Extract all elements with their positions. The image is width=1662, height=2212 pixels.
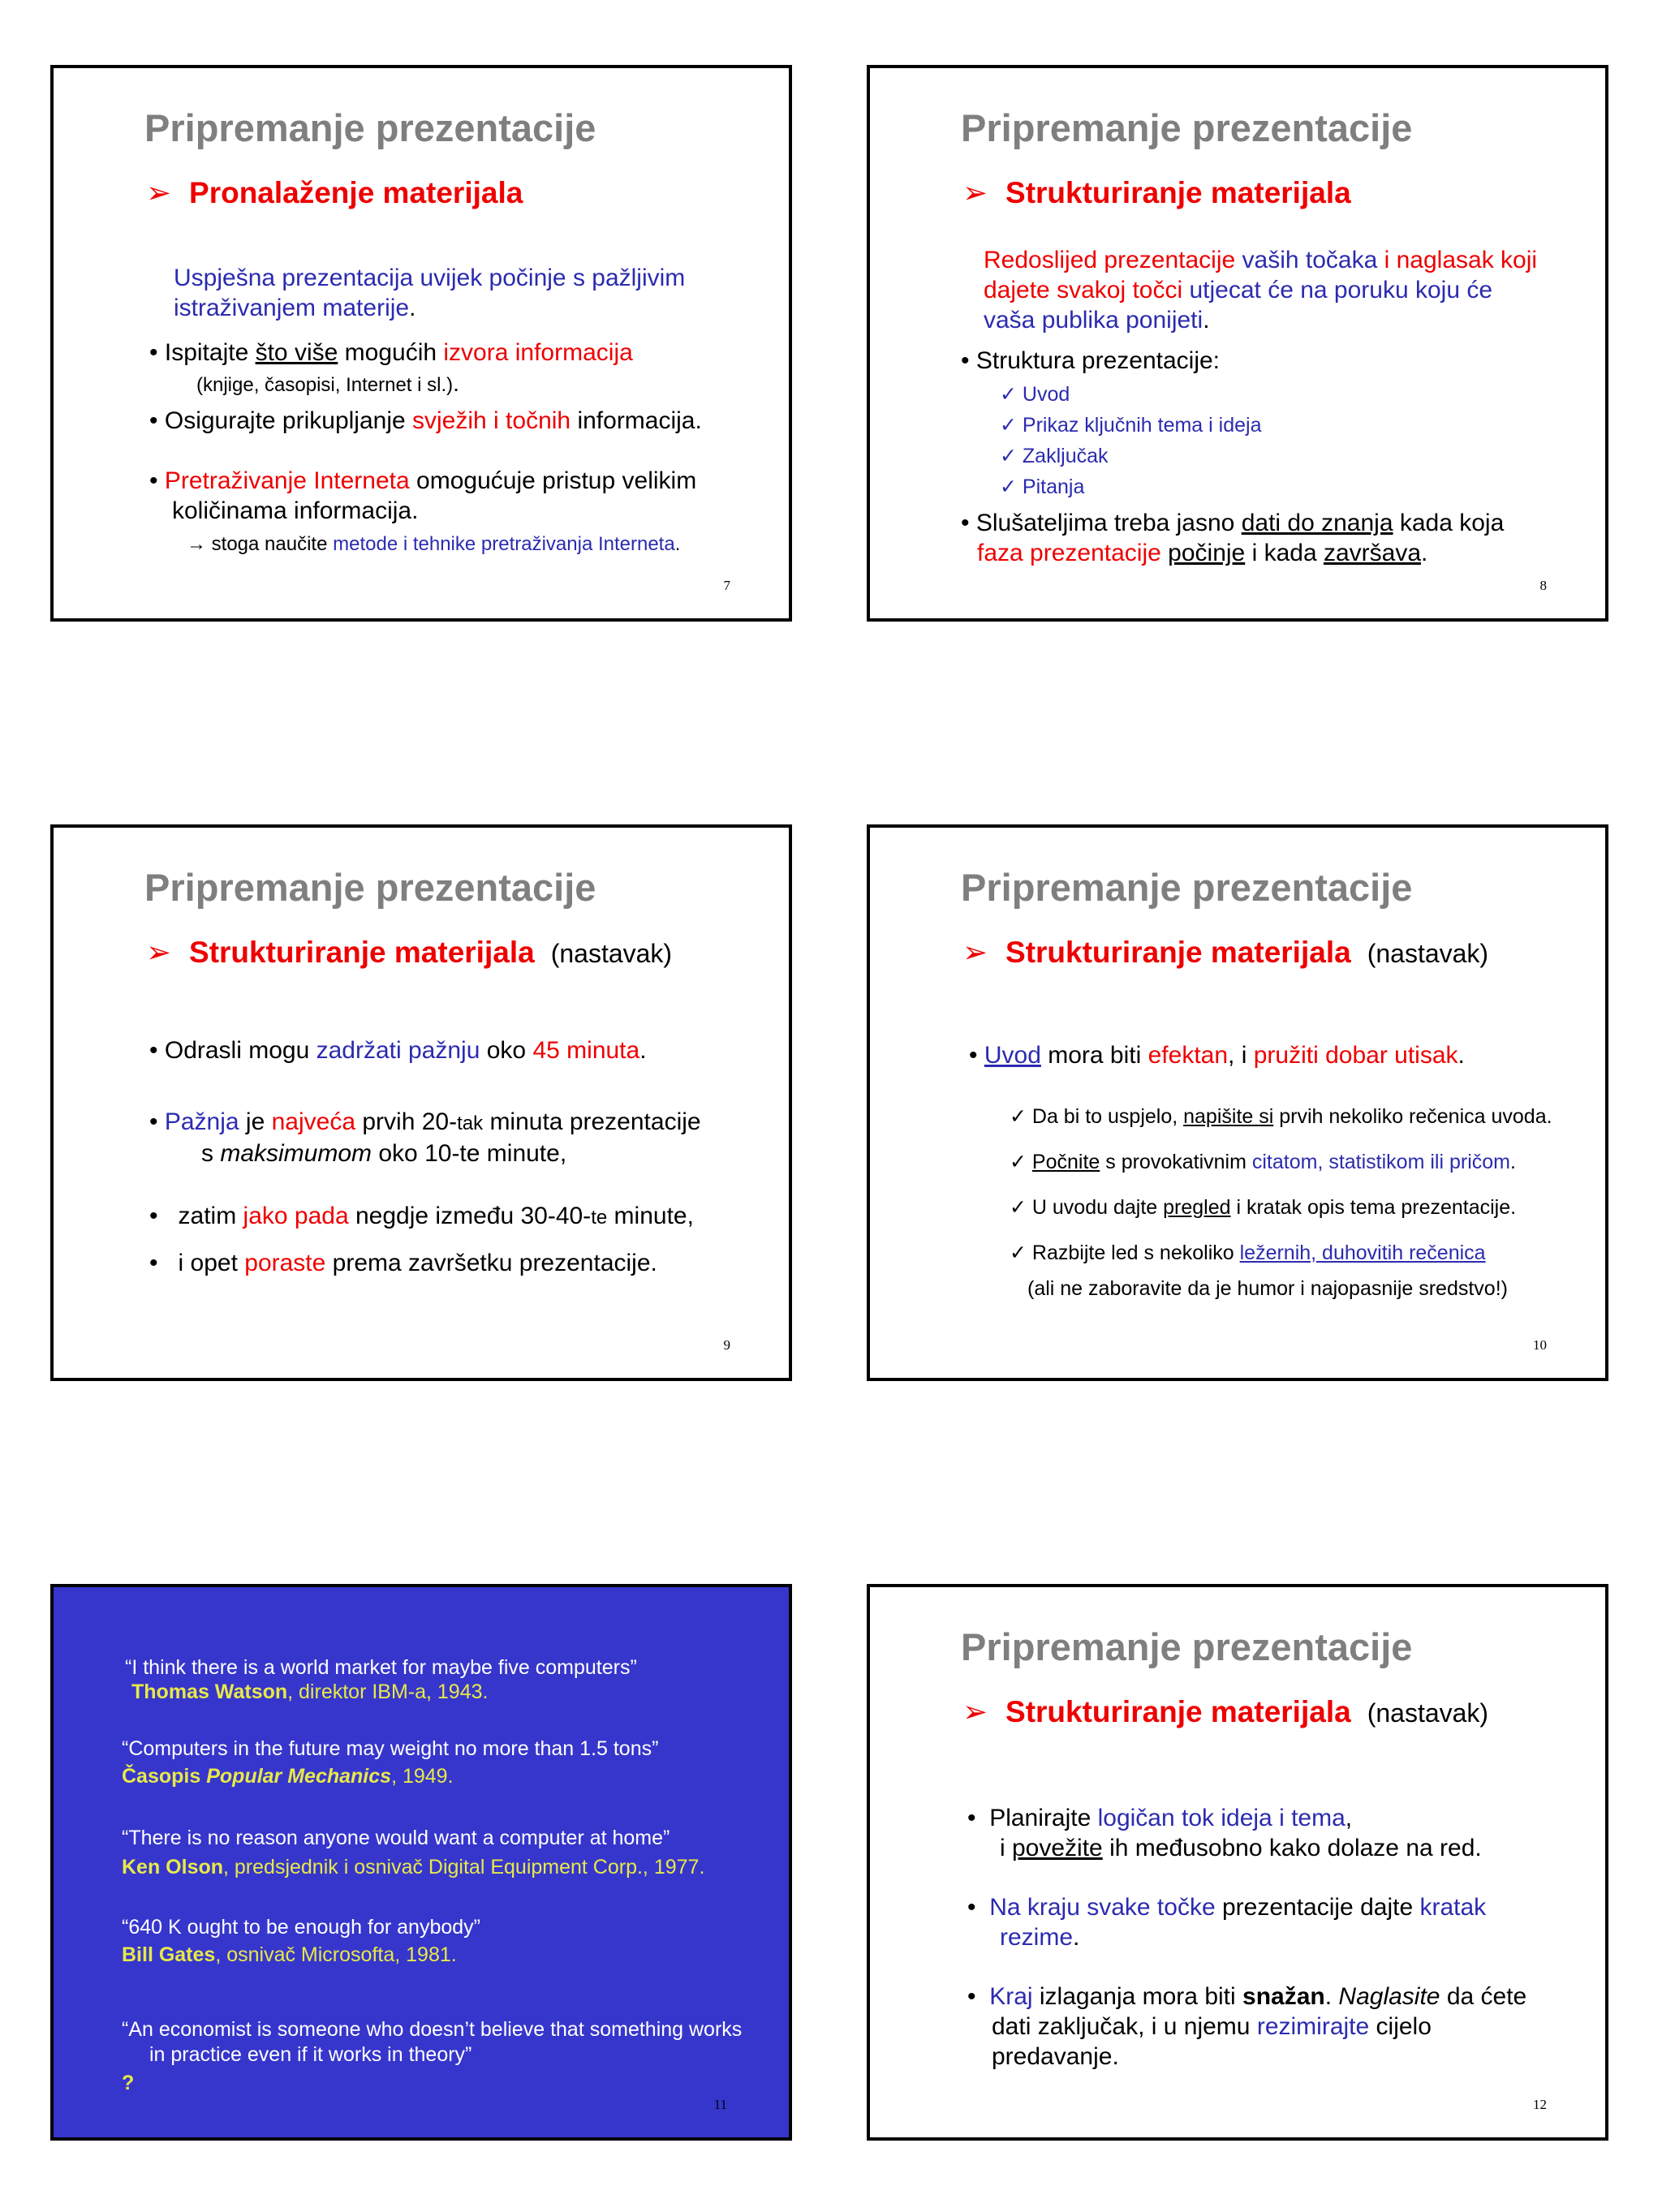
bullet-summary: • Na kraju svake točke prezentacije dajte kratak rezime. (967, 1894, 1487, 1951)
check-icon: ✓ (1010, 1151, 1027, 1173)
structure-item-topics: ✓ Prikaz ključnih tema i ideja (1000, 414, 1262, 437)
quote-economist: “An economist is someone who doesn’t believe that something works in practice even if it works in theory” (122, 2018, 743, 2066)
bullet-strong-ending: • Kraj izlaganja mora biti snažan. Naglasite da ćete dati zaključak, i u njemu rezimirajte cijelo predavanje. (967, 1983, 1527, 2070)
tip-provocative-start: ✓ Počnite s provokativnim citatom, statistikom ili pričom. (1010, 1151, 1516, 1173)
humor-warning: (ali ne zaboravite da je humor i najopasnije sredstvo!) (1027, 1277, 1508, 1300)
intro-text: Redoslijed prezentacije vaših točaka i naglasak koji dajete svakoj točci utjecat će na poruku koju će vaša publika ponijeti. (984, 247, 1538, 334)
bullet-attention-rise: • i opet poraste prema završetku prezentacije. (149, 1250, 657, 1276)
quote-gates: “640 K ought to be enough for anybody” (122, 1916, 480, 1939)
page-number: 8 (1539, 578, 1547, 593)
tip-first-sentences: ✓ Da bi to uspjelo, napišite si prvih nekoliko rečenica uvoda. (1010, 1105, 1552, 1128)
check-icon: ✓ (1000, 414, 1017, 437)
intro-text: Uspješna prezentacija uvijek počinje s pažljivim istraživanjem materije. (174, 265, 686, 321)
bullet-sources: • Ispitajte što više mogućih izvora informacija (149, 339, 633, 366)
page-number: 10 (1533, 1337, 1547, 1353)
slide-subtitle: ➢ Strukturiranje materijala (nastavak) (146, 936, 673, 969)
slide-subtitle: ➢ Strukturiranje materijala (nastavak) (962, 1695, 1489, 1728)
slide-title: Pripremanje prezentacije (961, 106, 1413, 149)
quote-watson-author: Thomas Watson, direktor IBM-a, 1943. (131, 1681, 489, 1703)
quote-watson: “I think there is a world market for maybe five computers” (125, 1656, 637, 1679)
slide-title: Pripremanje prezentacije (961, 1625, 1413, 1668)
slide-subtitle: ➢ Strukturiranje materijala (nastavak) (962, 936, 1489, 969)
page-number: 11 (713, 2097, 727, 2112)
check-icon: ✓ (1000, 383, 1017, 406)
arrow-bullet-icon: ➢ (962, 936, 988, 969)
page-number: 9 (723, 1337, 730, 1353)
arrow-bullet-icon: ➢ (962, 1695, 988, 1728)
structure-item-questions: ✓ Pitanja (1000, 476, 1085, 498)
right-arrow-icon: → (187, 533, 206, 555)
bullet-internet-search: • Pretraživanje Interneta omogućuje pristup velikim količinama informacija. (149, 467, 697, 524)
quote-olson-author: Ken Olson, predsjednik i osnivač Digital Equipment Corp., 1977. (122, 1856, 705, 1878)
bullet-attention-drop: • zatim jako pada negdje između 30-40-te minute, (149, 1203, 694, 1229)
arrow-bullet-icon: ➢ (962, 176, 988, 209)
check-icon: ✓ (1000, 445, 1017, 467)
slide-12 (867, 1584, 1608, 2141)
quote-popular-mechanics: “Computers in the future may weight no more than 1.5 tons” (122, 1737, 659, 1760)
tip-overview: ✓ U uvodu dajte pregled i kratak opis tema prezentacije. (1010, 1196, 1517, 1219)
bullet-structure: • Struktura prezentacije: (961, 347, 1221, 374)
internet-search-note: → stoga naučite metode i tehnike pretraživanja Interneta. (187, 533, 681, 555)
slide-11-quotes (50, 1584, 792, 2141)
slide-title: Pripremanje prezentacije (144, 106, 596, 149)
bullet-attention-peak: • Pažnja je najveća prvih 20-tak minuta prezentacije s maksimumom oko 10-te minute, (149, 1108, 701, 1167)
bullet-logical-flow: • Planirajte logičan tok ideja i tema, i povežite ih međusobno kako dolaze na red. (967, 1805, 1482, 1861)
tip-break-ice: ✓ Razbijte led s nekoliko ležernih, duhovitih rečenica (1010, 1242, 1486, 1264)
structure-item-conclusion: ✓ Zaključak (1000, 445, 1109, 467)
bullet-sources-examples: (knjige, časopisi, Internet i sl.). (196, 371, 459, 396)
page-number: 12 (1533, 2097, 1547, 2112)
bullet-attention-span: • Odrasli mogu zadržati pažnju oko 45 minuta. (149, 1037, 647, 1064)
structure-item-intro: ✓ Uvod (1000, 383, 1070, 406)
slide-8 (867, 65, 1608, 622)
arrow-bullet-icon: ➢ (146, 176, 172, 209)
bullet-intro-effective: • Uvod mora biti efektan, i pružiti dobar utisak. (969, 1042, 1465, 1069)
bullet-fresh-info: • Osigurajte prikupljanje svježih i točnih informacija. (149, 407, 702, 434)
quote-olson: “There is no reason anyone would want a computer at home” (122, 1827, 670, 1849)
slide-subtitle: ➢ Strukturiranje materijala (962, 176, 1351, 209)
check-icon: ✓ (1010, 1105, 1027, 1128)
quote-gates-author: Bill Gates, osnivač Microsofta, 1981. (122, 1943, 457, 1966)
quote-economist-author: ? (122, 2072, 135, 2094)
check-icon: ✓ (1000, 476, 1017, 498)
page-number: 7 (723, 578, 730, 593)
check-icon: ✓ (1010, 1242, 1027, 1264)
arrow-bullet-icon: ➢ (146, 936, 172, 969)
slide-title: Pripremanje prezentacije (961, 866, 1413, 909)
slide-subtitle: ➢ Pronalaženje materijala (146, 176, 523, 209)
bullet-phases: • Slušateljima treba jasno dati do znanja kada koja faza prezentacije počinje i kada završava. (961, 510, 1505, 566)
quote-popular-mechanics-author: Časopis Popular Mechanics, 1949. (122, 1765, 454, 1788)
slide-title: Pripremanje prezentacije (144, 866, 596, 909)
slide-9 (50, 824, 792, 1381)
check-icon: ✓ (1010, 1196, 1027, 1219)
slide-7 (50, 65, 792, 622)
slide-10 (867, 824, 1608, 1381)
